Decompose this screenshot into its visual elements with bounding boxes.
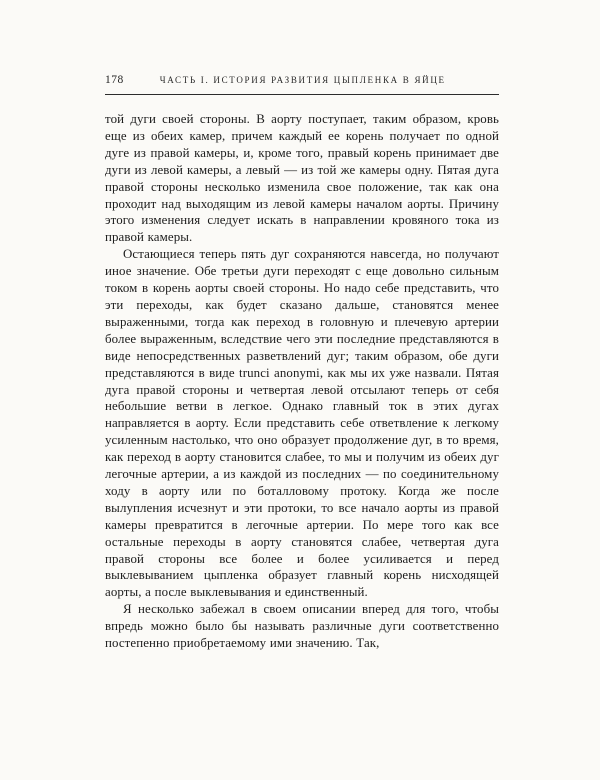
- paragraph-3: Я несколько забежал в своем описании вперед для того, чтобы впредь можно было бы называть различные дуги соответственно постепенно приобретаемому ими значению. Так,: [105, 602, 499, 651]
- page-number: 178: [105, 74, 124, 86]
- paragraph-1: той дуги своей стороны. В аорту поступает, таким образом, кровь еще из обеих камер, причем каждый ее корень получает по одной дуге из правой камеры, и, кроме того, правый корень принимает две дуги из левой камеры, а левый — из той же камеры одну. Пятая дуга правой стороны несколько изменила свое положение, так как она проходит над выходящим из левой камеры началом аорты. Причину этого изменения следует искать в направлении кровяного тока из правой камеры.: [105, 112, 499, 245]
- body-text: [105, 111, 499, 652]
- running-header-title: ЧАСТЬ I. ИСТОРИЯ РАЗВИТИЯ ЦЫПЛЕНКА В ЯЙЦЕ: [159, 75, 446, 85]
- header-rule: [105, 94, 499, 95]
- running-header-row: [105, 74, 499, 86]
- paragraph-2: Остающиеся теперь пять дуг сохраняются навсегда, но получают иное значение. Обе третьи дуги переходят с еще довольно сильным током в корень аорты своей стороны. Но надо себе представить, что эти переходы, как будет сказано дальше, становятся менее выраженными, тогда как переход в головную и плечевую артерии более выраженным, вследствие чего эти последние представляются в виде непосредственных разветвлений дуг; таким образом, обе дуги представляются в виде trunci anonymi, как мы их уже назвали. Пятая дуга правой стороны и четвертая левой отсылают теперь от себя небольшие ветви в легкое. Однако главный ток в этих дугах направляется в аорту. Если представить себе ответвление к легкому усиленным настолько, что оно образует продолжение дуг, в то время, как переход в аорту становится слабее, то мы и получим из обеих дуг легочные артерии, а из каждой из последних — по соединительному ходу в аорту или по боталловому протоку. Когда же после вылупления исчезнут и эти протоки, то все начало аорты из правой камеры превратится в легочные артерии. По мере того как все остальные переходы в аорту становятся слабее, четвертая дуга правой стороны все более и более усиливается и перед выклевыванием цыпленка образует главный корень нисходящей аорты, а после выклевывания и единственный.: [105, 247, 499, 600]
